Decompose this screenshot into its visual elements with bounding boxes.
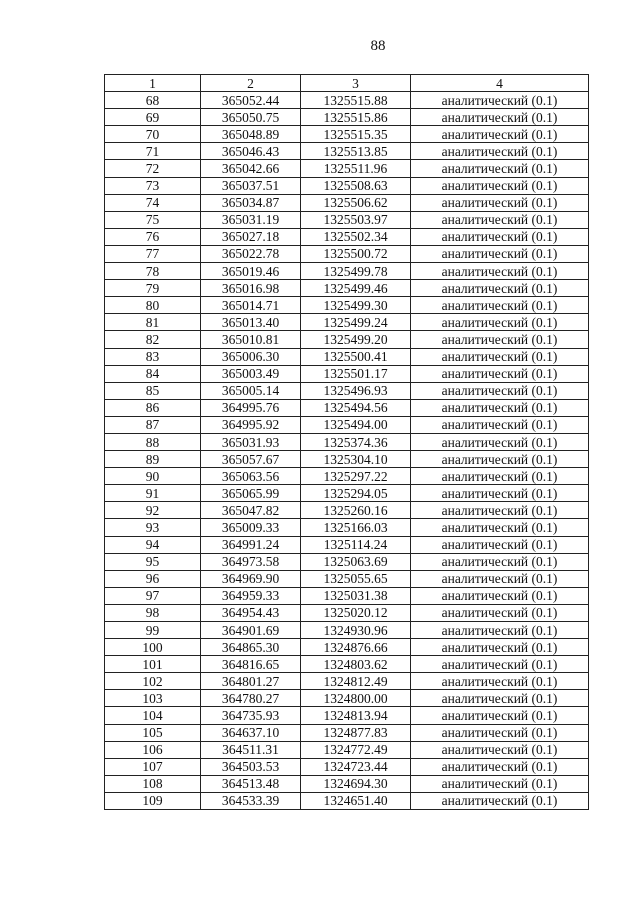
method-cell: аналитический (0.1)	[411, 92, 589, 109]
header-row	[105, 75, 589, 92]
method-cell: аналитический (0.1)	[411, 177, 589, 194]
table-row	[105, 331, 589, 348]
table-row	[105, 160, 589, 177]
point-number-cell: 94	[105, 536, 201, 553]
point-number-cell: 100	[105, 639, 201, 656]
point-number-cell: 108	[105, 775, 201, 792]
y-coordinate-cell: 1325031.38	[301, 587, 411, 604]
method-cell: аналитический (0.1)	[411, 348, 589, 365]
table-row	[105, 758, 589, 775]
table-row	[105, 690, 589, 707]
table-row	[105, 451, 589, 468]
x-coordinate-cell: 365063.56	[201, 468, 301, 485]
point-number-cell: 84	[105, 365, 201, 382]
method-cell: аналитический (0.1)	[411, 160, 589, 177]
table-row	[105, 92, 589, 109]
header-cell-1: 1	[105, 75, 201, 92]
method-cell: аналитический (0.1)	[411, 639, 589, 656]
table-row	[105, 143, 589, 160]
y-coordinate-cell: 1325499.78	[301, 263, 411, 280]
point-number-cell: 104	[105, 707, 201, 724]
method-cell: аналитический (0.1)	[411, 622, 589, 639]
x-coordinate-cell: 365014.71	[201, 297, 301, 314]
x-coordinate-cell: 365034.87	[201, 194, 301, 211]
table-row	[105, 228, 589, 245]
point-number-cell: 95	[105, 553, 201, 570]
x-coordinate-cell: 364816.65	[201, 656, 301, 673]
y-coordinate-cell: 1324876.66	[301, 639, 411, 656]
x-coordinate-cell: 364780.27	[201, 690, 301, 707]
method-cell: аналитический (0.1)	[411, 399, 589, 416]
table-row	[105, 536, 589, 553]
point-number-cell: 102	[105, 673, 201, 690]
x-coordinate-cell: 364995.76	[201, 399, 301, 416]
method-cell: аналитический (0.1)	[411, 656, 589, 673]
x-coordinate-cell: 365009.33	[201, 519, 301, 536]
method-cell: аналитический (0.1)	[411, 433, 589, 450]
point-number-cell: 75	[105, 211, 201, 228]
page-number: 88	[370, 38, 386, 54]
point-number-cell: 91	[105, 485, 201, 502]
x-coordinate-cell: 364801.27	[201, 673, 301, 690]
method-cell: аналитический (0.1)	[411, 690, 589, 707]
table-body	[105, 92, 589, 810]
table-row	[105, 433, 589, 450]
method-cell: аналитический (0.1)	[411, 194, 589, 211]
table-row	[105, 741, 589, 758]
y-coordinate-cell: 1325503.97	[301, 211, 411, 228]
y-coordinate-cell: 1325494.00	[301, 416, 411, 433]
table-row	[105, 604, 589, 621]
method-cell: аналитический (0.1)	[411, 741, 589, 758]
point-number-cell: 93	[105, 519, 201, 536]
y-coordinate-cell: 1324803.62	[301, 656, 411, 673]
x-coordinate-cell: 365031.93	[201, 433, 301, 450]
method-cell: аналитический (0.1)	[411, 211, 589, 228]
method-cell: аналитический (0.1)	[411, 468, 589, 485]
y-coordinate-cell: 1325055.65	[301, 570, 411, 587]
x-coordinate-cell: 365048.89	[201, 126, 301, 143]
method-cell: аналитический (0.1)	[411, 587, 589, 604]
x-coordinate-cell: 365005.14	[201, 382, 301, 399]
y-coordinate-cell: 1325114.24	[301, 536, 411, 553]
point-number-cell: 74	[105, 194, 201, 211]
x-coordinate-cell: 365050.75	[201, 109, 301, 126]
table-row	[105, 109, 589, 126]
table-row	[105, 553, 589, 570]
point-number-cell: 83	[105, 348, 201, 365]
point-number-cell: 81	[105, 314, 201, 331]
x-coordinate-cell: 364503.53	[201, 758, 301, 775]
x-coordinate-cell: 364511.31	[201, 741, 301, 758]
x-coordinate-cell: 365037.51	[201, 177, 301, 194]
method-cell: аналитический (0.1)	[411, 109, 589, 126]
x-coordinate-cell: 365010.81	[201, 331, 301, 348]
table-header	[105, 75, 589, 92]
point-number-cell: 82	[105, 331, 201, 348]
table-row	[105, 211, 589, 228]
point-number-cell: 69	[105, 109, 201, 126]
table-row	[105, 245, 589, 262]
table-row	[105, 622, 589, 639]
table-row	[105, 416, 589, 433]
point-number-cell: 103	[105, 690, 201, 707]
point-number-cell: 68	[105, 92, 201, 109]
x-coordinate-cell: 365006.30	[201, 348, 301, 365]
y-coordinate-cell: 1325513.85	[301, 143, 411, 160]
method-cell: аналитический (0.1)	[411, 451, 589, 468]
point-number-cell: 76	[105, 228, 201, 245]
x-coordinate-cell: 364969.90	[201, 570, 301, 587]
method-cell: аналитический (0.1)	[411, 126, 589, 143]
y-coordinate-cell: 1325499.46	[301, 280, 411, 297]
table-row	[105, 485, 589, 502]
x-coordinate-cell: 365013.40	[201, 314, 301, 331]
x-coordinate-cell: 365065.99	[201, 485, 301, 502]
method-cell: аналитический (0.1)	[411, 485, 589, 502]
x-coordinate-cell: 365042.66	[201, 160, 301, 177]
y-coordinate-cell: 1325294.05	[301, 485, 411, 502]
method-cell: аналитический (0.1)	[411, 314, 589, 331]
y-coordinate-cell: 1324800.00	[301, 690, 411, 707]
table-row	[105, 639, 589, 656]
x-coordinate-cell: 364865.30	[201, 639, 301, 656]
y-coordinate-cell: 1324651.40	[301, 792, 411, 809]
y-coordinate-cell: 1325499.24	[301, 314, 411, 331]
method-cell: аналитический (0.1)	[411, 775, 589, 792]
coordinates-table	[104, 74, 589, 810]
x-coordinate-cell: 364533.39	[201, 792, 301, 809]
x-coordinate-cell: 365016.98	[201, 280, 301, 297]
method-cell: аналитический (0.1)	[411, 519, 589, 536]
method-cell: аналитический (0.1)	[411, 536, 589, 553]
point-number-cell: 88	[105, 433, 201, 450]
y-coordinate-cell: 1324723.44	[301, 758, 411, 775]
y-coordinate-cell: 1325260.16	[301, 502, 411, 519]
table-row	[105, 314, 589, 331]
method-cell: аналитический (0.1)	[411, 416, 589, 433]
y-coordinate-cell: 1325502.34	[301, 228, 411, 245]
table-row	[105, 724, 589, 741]
y-coordinate-cell: 1324694.30	[301, 775, 411, 792]
x-coordinate-cell: 364637.10	[201, 724, 301, 741]
y-coordinate-cell: 1325020.12	[301, 604, 411, 621]
method-cell: аналитический (0.1)	[411, 724, 589, 741]
point-number-cell: 96	[105, 570, 201, 587]
table-row	[105, 348, 589, 365]
y-coordinate-cell: 1324812.49	[301, 673, 411, 690]
x-coordinate-cell: 365019.46	[201, 263, 301, 280]
x-coordinate-cell: 365022.78	[201, 245, 301, 262]
y-coordinate-cell: 1325063.69	[301, 553, 411, 570]
point-number-cell: 78	[105, 263, 201, 280]
method-cell: аналитический (0.1)	[411, 297, 589, 314]
table-row	[105, 707, 589, 724]
x-coordinate-cell: 365046.43	[201, 143, 301, 160]
table-row	[105, 399, 589, 416]
point-number-cell: 72	[105, 160, 201, 177]
x-coordinate-cell: 364513.48	[201, 775, 301, 792]
point-number-cell: 73	[105, 177, 201, 194]
y-coordinate-cell: 1325297.22	[301, 468, 411, 485]
y-coordinate-cell: 1324772.49	[301, 741, 411, 758]
y-coordinate-cell: 1325499.20	[301, 331, 411, 348]
y-coordinate-cell: 1324930.96	[301, 622, 411, 639]
x-coordinate-cell: 364735.93	[201, 707, 301, 724]
x-coordinate-cell: 364973.58	[201, 553, 301, 570]
point-number-cell: 89	[105, 451, 201, 468]
table-row	[105, 177, 589, 194]
method-cell: аналитический (0.1)	[411, 143, 589, 160]
method-cell: аналитический (0.1)	[411, 228, 589, 245]
y-coordinate-cell: 1325515.35	[301, 126, 411, 143]
point-number-cell: 99	[105, 622, 201, 639]
y-coordinate-cell: 1325166.03	[301, 519, 411, 536]
table-row	[105, 673, 589, 690]
table-row	[105, 656, 589, 673]
y-coordinate-cell: 1325499.30	[301, 297, 411, 314]
method-cell: аналитический (0.1)	[411, 758, 589, 775]
x-coordinate-cell: 365003.49	[201, 365, 301, 382]
method-cell: аналитический (0.1)	[411, 280, 589, 297]
method-cell: аналитический (0.1)	[411, 245, 589, 262]
point-number-cell: 105	[105, 724, 201, 741]
point-number-cell: 97	[105, 587, 201, 604]
y-coordinate-cell: 1324877.83	[301, 724, 411, 741]
table-row	[105, 280, 589, 297]
point-number-cell: 109	[105, 792, 201, 809]
y-coordinate-cell: 1325494.56	[301, 399, 411, 416]
header-cell-2: 2	[201, 75, 301, 92]
table-row	[105, 775, 589, 792]
table-row	[105, 263, 589, 280]
point-number-cell: 92	[105, 502, 201, 519]
point-number-cell: 107	[105, 758, 201, 775]
y-coordinate-cell: 1325500.72	[301, 245, 411, 262]
table-row	[105, 297, 589, 314]
y-coordinate-cell: 1325496.93	[301, 382, 411, 399]
method-cell: аналитический (0.1)	[411, 331, 589, 348]
table-row	[105, 382, 589, 399]
y-coordinate-cell: 1325508.63	[301, 177, 411, 194]
y-coordinate-cell: 1325374.36	[301, 433, 411, 450]
header-cell-3: 3	[301, 75, 411, 92]
y-coordinate-cell: 1325511.96	[301, 160, 411, 177]
x-coordinate-cell: 364995.92	[201, 416, 301, 433]
point-number-cell: 77	[105, 245, 201, 262]
method-cell: аналитический (0.1)	[411, 604, 589, 621]
x-coordinate-cell: 364959.33	[201, 587, 301, 604]
x-coordinate-cell: 364991.24	[201, 536, 301, 553]
table-row	[105, 365, 589, 382]
point-number-cell: 87	[105, 416, 201, 433]
y-coordinate-cell: 1325515.86	[301, 109, 411, 126]
point-number-cell: 90	[105, 468, 201, 485]
point-number-cell: 71	[105, 143, 201, 160]
method-cell: аналитический (0.1)	[411, 502, 589, 519]
point-number-cell: 70	[105, 126, 201, 143]
y-coordinate-cell: 1325500.41	[301, 348, 411, 365]
y-coordinate-cell: 1325506.62	[301, 194, 411, 211]
x-coordinate-cell: 365057.67	[201, 451, 301, 468]
method-cell: аналитический (0.1)	[411, 792, 589, 809]
point-number-cell: 98	[105, 604, 201, 621]
x-coordinate-cell: 365027.18	[201, 228, 301, 245]
y-coordinate-cell: 1325501.17	[301, 365, 411, 382]
point-number-cell: 79	[105, 280, 201, 297]
x-coordinate-cell: 365031.19	[201, 211, 301, 228]
table-row	[105, 570, 589, 587]
table-row	[105, 792, 589, 809]
point-number-cell: 106	[105, 741, 201, 758]
method-cell: аналитический (0.1)	[411, 382, 589, 399]
x-coordinate-cell: 364954.43	[201, 604, 301, 621]
header-cell-4: 4	[411, 75, 589, 92]
table-row	[105, 194, 589, 211]
point-number-cell: 101	[105, 656, 201, 673]
method-cell: аналитический (0.1)	[411, 707, 589, 724]
point-number-cell: 85	[105, 382, 201, 399]
point-number-cell: 86	[105, 399, 201, 416]
table-row	[105, 468, 589, 485]
table-row	[105, 126, 589, 143]
point-number-cell: 80	[105, 297, 201, 314]
x-coordinate-cell: 364901.69	[201, 622, 301, 639]
method-cell: аналитический (0.1)	[411, 570, 589, 587]
method-cell: аналитический (0.1)	[411, 263, 589, 280]
x-coordinate-cell: 365047.82	[201, 502, 301, 519]
table-row	[105, 587, 589, 604]
y-coordinate-cell: 1325515.88	[301, 92, 411, 109]
method-cell: аналитический (0.1)	[411, 553, 589, 570]
x-coordinate-cell: 365052.44	[201, 92, 301, 109]
y-coordinate-cell: 1324813.94	[301, 707, 411, 724]
method-cell: аналитический (0.1)	[411, 365, 589, 382]
y-coordinate-cell: 1325304.10	[301, 451, 411, 468]
table-row	[105, 502, 589, 519]
table-row	[105, 519, 589, 536]
method-cell: аналитический (0.1)	[411, 673, 589, 690]
